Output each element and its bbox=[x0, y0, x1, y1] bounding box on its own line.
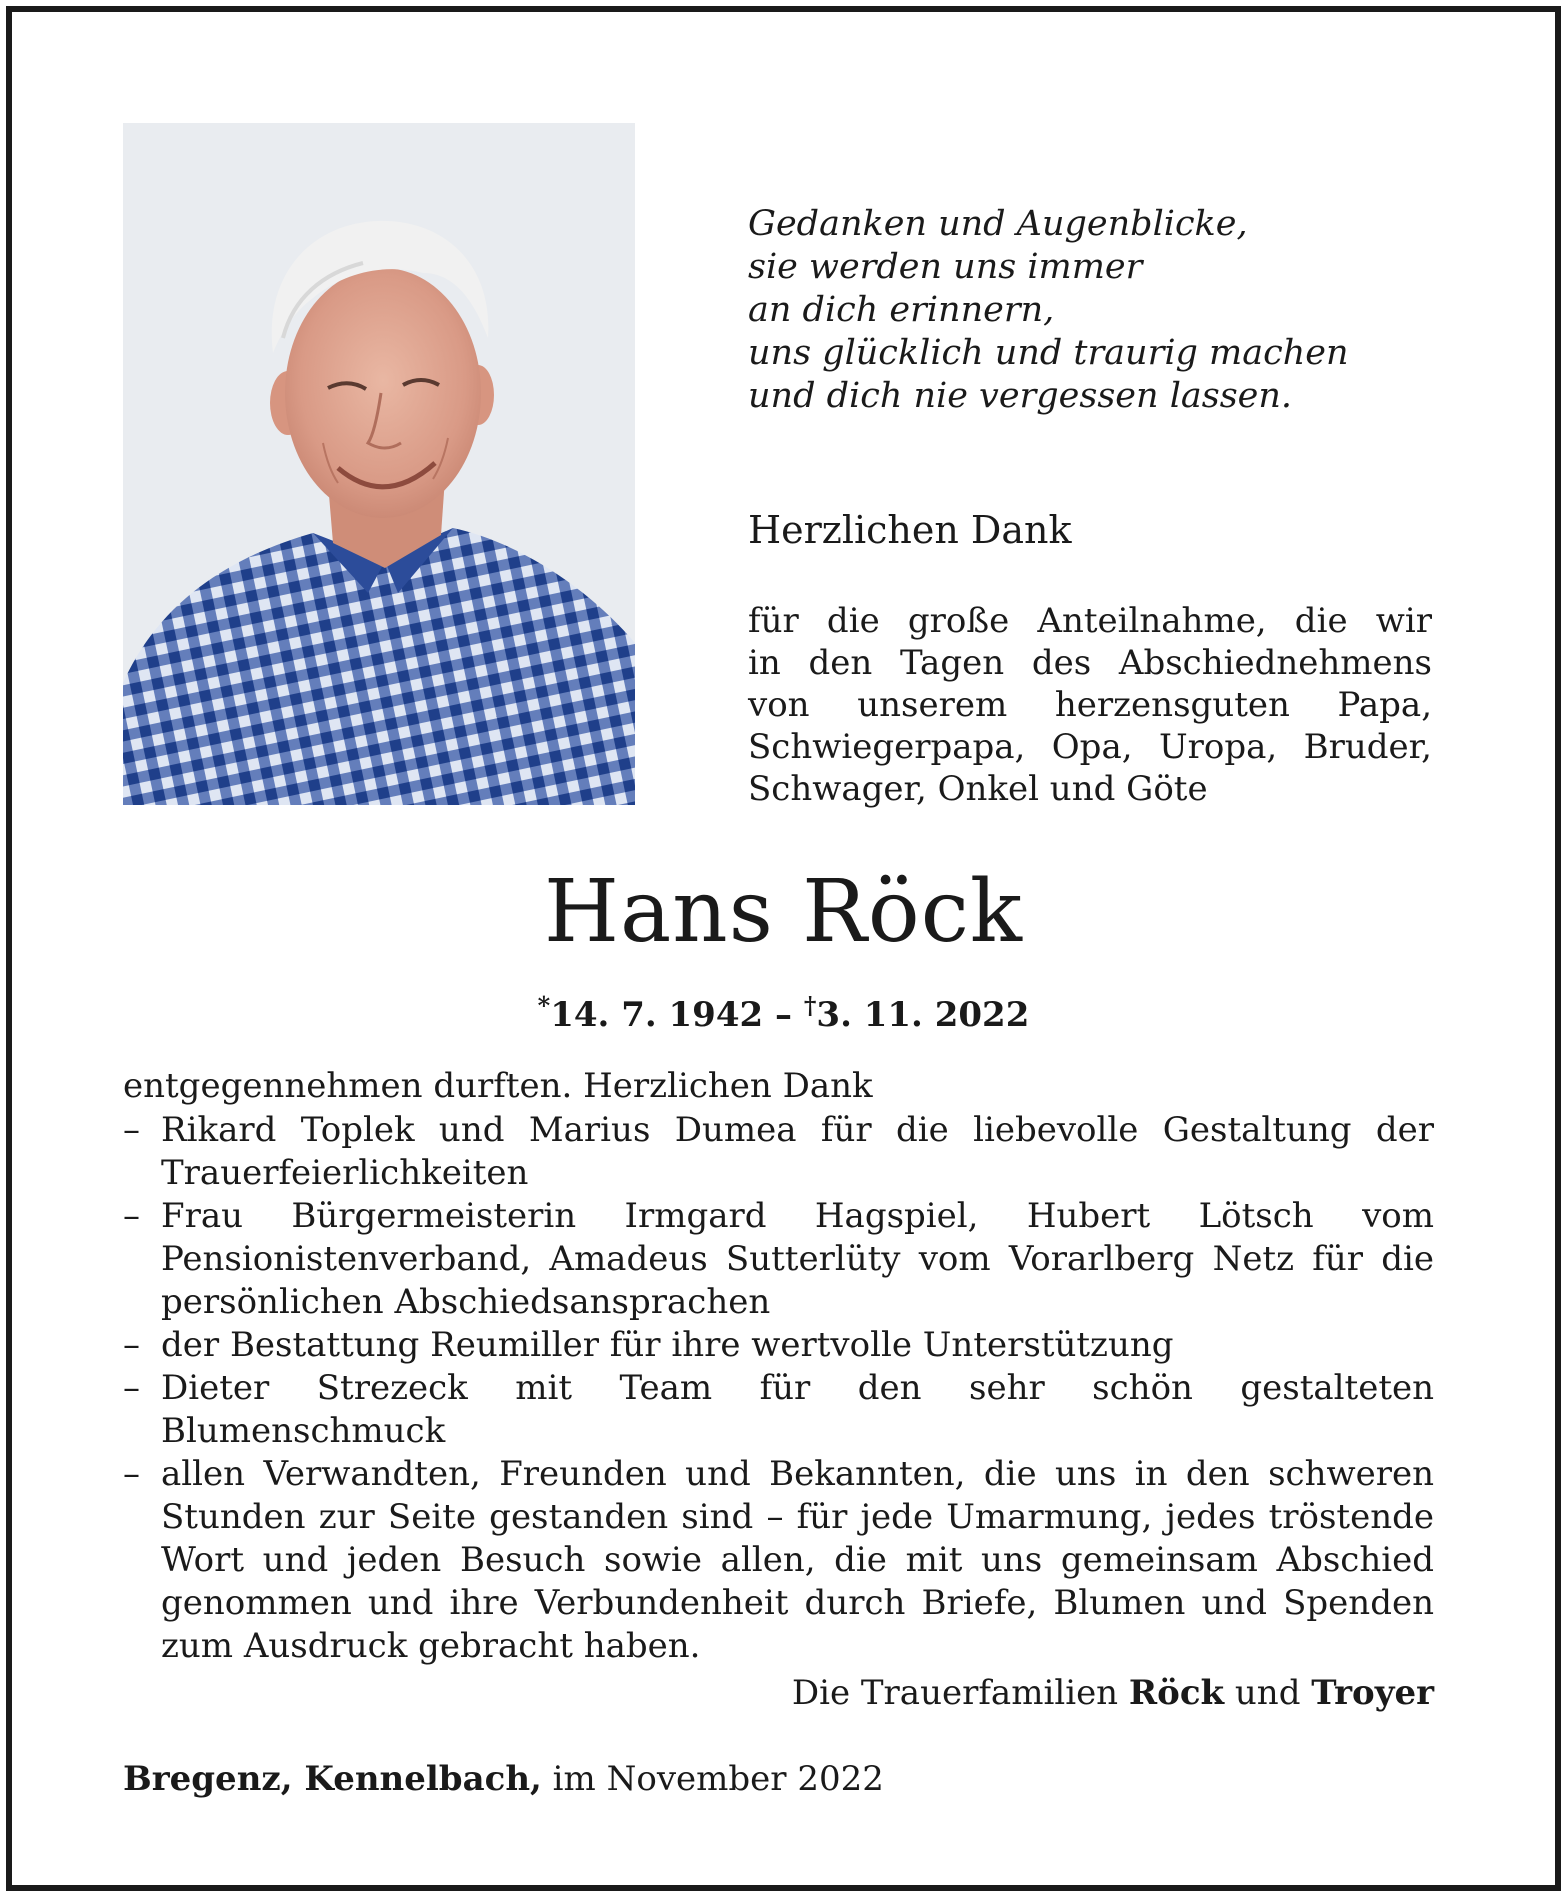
list-item bbox=[123, 1367, 1434, 1453]
birth-date: 14. 7. 1942 bbox=[550, 995, 764, 1035]
list-item bbox=[123, 1195, 1434, 1324]
list-item bbox=[123, 1453, 1434, 1668]
deceased-name: Hans Röck bbox=[544, 862, 1023, 962]
life-dates bbox=[0, 984, 1567, 1037]
portrait-photo bbox=[123, 123, 635, 805]
poem-line: an dich erinnern, bbox=[748, 290, 1055, 330]
list-item-text: Rikard Toplek und Marius Dumea für die liebevolle Gestaltung der Trauerfeierlichkeiten bbox=[161, 1110, 1434, 1193]
list-item-text: Frau Bürgermeisterin Irmgard Hagspiel, Hubert Lötsch vom Pensionistenverband, Amadeus Sutterlüty vom Vorarlberg Netz für die persönlichen Abschiedsansprachen bbox=[161, 1196, 1434, 1322]
intro-paragraph bbox=[748, 600, 1432, 810]
date-separator: – bbox=[763, 995, 804, 1035]
dash: – bbox=[123, 1196, 140, 1236]
poem-line: uns glücklich und traurig machen bbox=[748, 333, 1349, 373]
dash: – bbox=[123, 1325, 140, 1365]
intro-line: für die große Anteilnahme, die wir bbox=[748, 601, 1432, 641]
dash: – bbox=[123, 1368, 140, 1408]
dash: – bbox=[123, 1110, 140, 1150]
signature-middle: und bbox=[1224, 1673, 1312, 1713]
signature-prefix: Die Trauerfamilien bbox=[791, 1673, 1129, 1713]
place-and-date bbox=[123, 1758, 884, 1801]
intro-line: in den Tagen des Abschiednehmens bbox=[748, 643, 1432, 683]
thanks-body bbox=[123, 1065, 1434, 1668]
family-name-1: Röck bbox=[1128, 1673, 1225, 1713]
poem-line: Gedanken und Augenblicke, bbox=[748, 204, 1248, 244]
family-signature bbox=[123, 1672, 1434, 1715]
list-item-text: Dieter Strezeck mit Team für den sehr schön gestalteten Blumenschmuck bbox=[161, 1368, 1434, 1451]
death-symbol: † bbox=[803, 991, 817, 1020]
intro-line: von unserem herzensguten Papa, bbox=[748, 685, 1432, 725]
place-date: im November 2022 bbox=[541, 1759, 884, 1799]
dash: – bbox=[123, 1454, 140, 1494]
family-name-2: Troyer bbox=[1311, 1673, 1434, 1713]
thanks-heading: Herzlichen Dank bbox=[748, 508, 1072, 552]
list-item-text: allen Verwandten, Freunden und Bekannten, die uns in den schweren Stunden zur Seite gestanden sind – für jede Umarmung, jedes tröstende Wort und jeden Besuch sowie allen, die mit uns gemeinsam Abschied genommen und ihre Verbundenheit durch Briefe, Blumen und Spenden zum Ausdruck gebracht haben. bbox=[161, 1454, 1434, 1666]
poem-line: sie werden uns immer bbox=[748, 247, 1143, 287]
intro-line: Schwiegerpapa, Opa, Uropa, Bruder, bbox=[748, 727, 1432, 767]
list-item bbox=[123, 1109, 1434, 1195]
list-item bbox=[123, 1324, 1434, 1367]
poem-line: und dich nie vergessen lassen. bbox=[748, 376, 1293, 416]
thanks-list bbox=[123, 1109, 1434, 1668]
locations: Bregenz, Kennelbach, bbox=[123, 1759, 542, 1799]
poem bbox=[748, 203, 1448, 418]
intro-line: Schwager, Onkel und Göte bbox=[748, 769, 1208, 809]
list-item-text: der Bestattung Reumiller für ihre wertvolle Unterstützung bbox=[161, 1325, 1174, 1365]
death-date: 3. 11. 2022 bbox=[816, 995, 1030, 1035]
body-lead: entgegennehmen durften. Herzlichen Dank bbox=[123, 1066, 873, 1106]
birth-symbol: * bbox=[537, 991, 551, 1020]
